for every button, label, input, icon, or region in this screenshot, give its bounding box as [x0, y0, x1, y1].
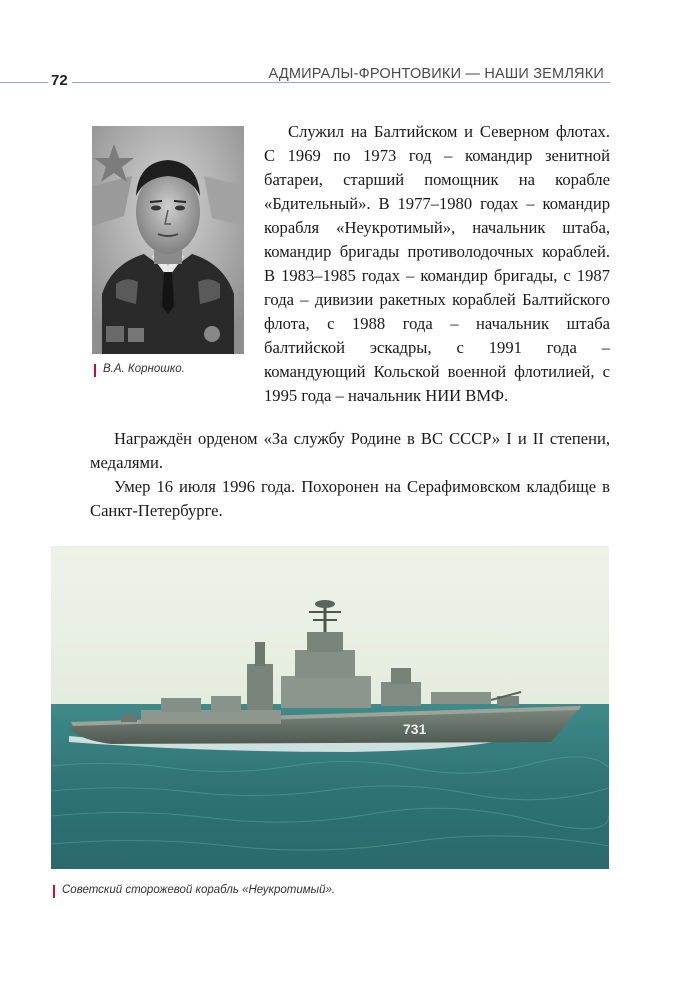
page-number: 72 — [48, 72, 72, 89]
portrait-caption: В.А. Корношко. — [94, 363, 185, 375]
ship-caption: Советский сторожевой корабль «Неукротимый». — [53, 884, 335, 896]
ship-photo — [51, 546, 609, 869]
portrait-illustration — [92, 126, 244, 354]
death-paragraph: Умер 16 июля 1996 года. Похоронен на Серафимовском кладбище в Санкт-Петербурге. — [90, 477, 610, 520]
biography-text-column — [264, 120, 610, 408]
biography-text-wide — [90, 427, 610, 523]
portrait-photo — [92, 126, 244, 354]
hull-number: 731 — [403, 721, 427, 737]
running-head: АДМИРАЛЫ-ФРОНТОВИКИ — НАШИ ЗЕМЛЯКИ — [262, 66, 604, 82]
biography-paragraph: Служил на Балтийском и Северном флотах. С 1969 по 1973 год – командир зенитной батареи, старший помощник на корабле «Бдительный». В 1977–1980 годах – командир корабля «Неукротимый», начальник штаба, командир бригады противолодочных кораблей. В 1983–1985 годах – командир бригады, с 1987 года – дивизии ракетных кораблей Балтийского флота, с 1988 года – начальник штаба балтийской эскадры, с 1991 года – командующий Кольской военной флотилией, с 1995 года – начальник НИИ ВМФ. — [264, 122, 610, 405]
header-rule — [0, 82, 610, 83]
awards-paragraph: Награждён орденом «За службу Родине в ВС СССР» I и II степени, медалями. — [90, 429, 610, 472]
ship-illustration — [51, 546, 609, 869]
